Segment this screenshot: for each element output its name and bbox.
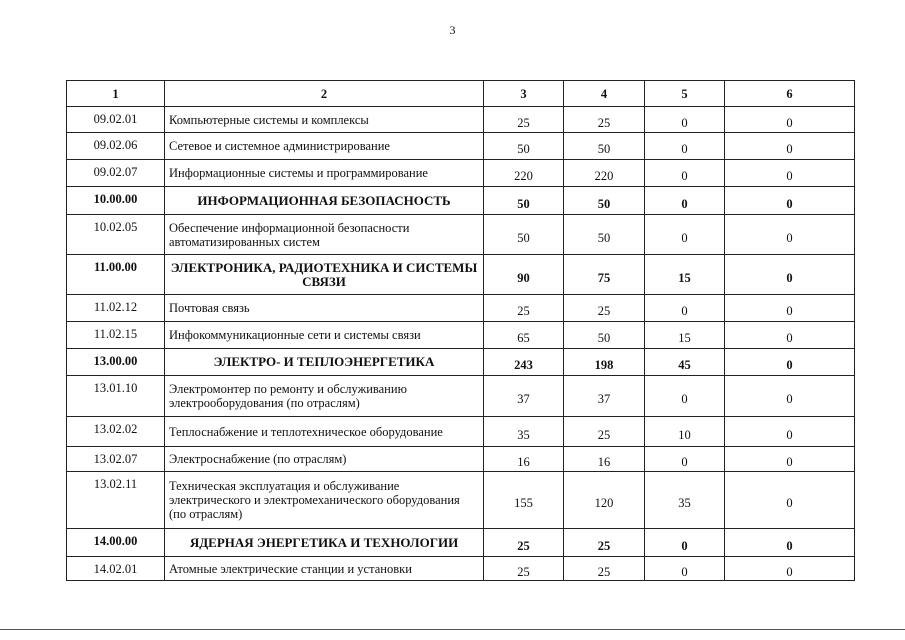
row-col3-value: 220 — [484, 160, 564, 187]
row-code: 11.00.00 — [67, 255, 165, 295]
row-col5-value: 45 — [645, 349, 725, 376]
col-header-4: 4 — [564, 81, 645, 107]
row-col6-value: 0 — [725, 376, 855, 417]
row-name: Электроснабжение (по отраслям) — [165, 447, 484, 472]
row-code: 13.01.10 — [67, 376, 165, 417]
row-col4-value: 220 — [564, 160, 645, 187]
col-header-2: 2 — [165, 81, 484, 107]
row-col6-value: 0 — [725, 255, 855, 295]
row-col5-value: 0 — [645, 187, 725, 215]
row-col5-value: 0 — [645, 295, 725, 322]
row-name: Почтовая связь — [165, 295, 484, 322]
row-code: 13.02.11 — [67, 472, 165, 529]
row-col6-value: 0 — [725, 447, 855, 472]
col-header-1: 1 — [67, 81, 165, 107]
row-col3-value: 35 — [484, 417, 564, 447]
row-col6-value: 0 — [725, 295, 855, 322]
table-row — [67, 322, 855, 349]
row-col3-value: 50 — [484, 215, 564, 255]
row-col6-value: 0 — [725, 529, 855, 557]
table-row — [67, 295, 855, 322]
row-name: ЭЛЕКТРО- И ТЕПЛОЭНЕРГЕТИКА — [165, 349, 484, 376]
row-code: 10.00.00 — [67, 187, 165, 215]
row-col5-value: 0 — [645, 557, 725, 581]
row-name: Инфокоммуникационные сети и системы связи — [165, 322, 484, 349]
row-code: 09.02.07 — [67, 160, 165, 187]
row-col4-value: 198 — [564, 349, 645, 376]
table-row — [67, 107, 855, 133]
row-col5-value: 35 — [645, 472, 725, 529]
row-col6-value: 0 — [725, 160, 855, 187]
row-col3-value: 25 — [484, 557, 564, 581]
row-col6-value: 0 — [725, 472, 855, 529]
row-col3-value: 90 — [484, 255, 564, 295]
table-row — [67, 472, 855, 529]
row-col6-value: 0 — [725, 187, 855, 215]
row-col4-value: 50 — [564, 322, 645, 349]
header-row — [67, 81, 855, 107]
specialties-table — [66, 80, 855, 581]
row-col3-value: 25 — [484, 107, 564, 133]
row-col4-value: 50 — [564, 133, 645, 160]
row-col4-value: 25 — [564, 295, 645, 322]
group-row — [67, 255, 855, 295]
row-name: ЭЛЕКТРОНИКА, РАДИОТЕХНИКА И СИСТЕМЫ СВЯЗИ — [165, 255, 484, 295]
table-row — [67, 376, 855, 417]
page-number: 3 — [449, 23, 456, 37]
row-col4-value: 25 — [564, 107, 645, 133]
row-name: Электромонтер по ремонту и обслуживанию электрооборудования (по отраслям) — [165, 376, 484, 417]
row-name: ИНФОРМАЦИОННАЯ БЕЗОПАСНОСТЬ — [165, 187, 484, 215]
row-col5-value: 0 — [645, 447, 725, 472]
row-col4-value: 120 — [564, 472, 645, 529]
row-col5-value: 15 — [645, 255, 725, 295]
page-bottom-edge — [0, 629, 905, 630]
table-row — [67, 447, 855, 472]
row-col3-value: 25 — [484, 295, 564, 322]
table-row — [67, 133, 855, 160]
row-col3-value: 25 — [484, 529, 564, 557]
row-name: Теплоснабжение и теплотехническое оборудование — [165, 417, 484, 447]
row-code: 13.00.00 — [67, 349, 165, 376]
row-col5-value: 0 — [645, 215, 725, 255]
table-row — [67, 160, 855, 187]
row-col4-value: 25 — [564, 557, 645, 581]
col-header-6: 6 — [725, 81, 855, 107]
row-col5-value: 0 — [645, 133, 725, 160]
row-col6-value: 0 — [725, 417, 855, 447]
row-col4-value: 50 — [564, 187, 645, 215]
row-col3-value: 37 — [484, 376, 564, 417]
row-col3-value: 155 — [484, 472, 564, 529]
row-col5-value: 0 — [645, 160, 725, 187]
row-col4-value: 37 — [564, 376, 645, 417]
row-col3-value: 243 — [484, 349, 564, 376]
row-col4-value: 25 — [564, 529, 645, 557]
row-code: 13.02.07 — [67, 447, 165, 472]
row-code: 09.02.01 — [67, 107, 165, 133]
row-name: Атомные электрические станции и установки — [165, 557, 484, 581]
row-name: Компьютерные системы и комплексы — [165, 107, 484, 133]
row-col6-value: 0 — [725, 215, 855, 255]
row-col5-value: 0 — [645, 529, 725, 557]
row-col5-value: 0 — [645, 107, 725, 133]
row-col5-value: 0 — [645, 376, 725, 417]
row-name: ЯДЕРНАЯ ЭНЕРГЕТИКА И ТЕХНОЛОГИИ — [165, 529, 484, 557]
row-col6-value: 0 — [725, 107, 855, 133]
row-col5-value: 10 — [645, 417, 725, 447]
table-body — [67, 107, 855, 581]
row-code: 10.02.05 — [67, 215, 165, 255]
col-header-5: 5 — [645, 81, 725, 107]
col-header-3: 3 — [484, 81, 564, 107]
row-code: 11.02.12 — [67, 295, 165, 322]
row-name: Техническая эксплуатация и обслуживание электрического и электромеханического оборудования (по отраслям) — [165, 472, 484, 529]
row-col4-value: 16 — [564, 447, 645, 472]
row-col4-value: 25 — [564, 417, 645, 447]
row-col3-value: 50 — [484, 133, 564, 160]
row-col3-value: 50 — [484, 187, 564, 215]
group-row — [67, 529, 855, 557]
row-col6-value: 0 — [725, 557, 855, 581]
row-code: 11.02.15 — [67, 322, 165, 349]
row-col5-value: 15 — [645, 322, 725, 349]
row-col3-value: 16 — [484, 447, 564, 472]
row-code: 14.00.00 — [67, 529, 165, 557]
row-col4-value: 75 — [564, 255, 645, 295]
row-col6-value: 0 — [725, 349, 855, 376]
row-col4-value: 50 — [564, 215, 645, 255]
table-row — [67, 215, 855, 255]
group-row — [67, 349, 855, 376]
row-name: Информационные системы и программирование — [165, 160, 484, 187]
table-row — [67, 557, 855, 581]
table-row — [67, 417, 855, 447]
row-code: 14.02.01 — [67, 557, 165, 581]
row-code: 09.02.06 — [67, 133, 165, 160]
row-col6-value: 0 — [725, 322, 855, 349]
row-col6-value: 0 — [725, 133, 855, 160]
row-name: Сетевое и системное администрирование — [165, 133, 484, 160]
group-row — [67, 187, 855, 215]
row-name: Обеспечение информационной безопасности автоматизированных систем — [165, 215, 484, 255]
row-col3-value: 65 — [484, 322, 564, 349]
row-code: 13.02.02 — [67, 417, 165, 447]
